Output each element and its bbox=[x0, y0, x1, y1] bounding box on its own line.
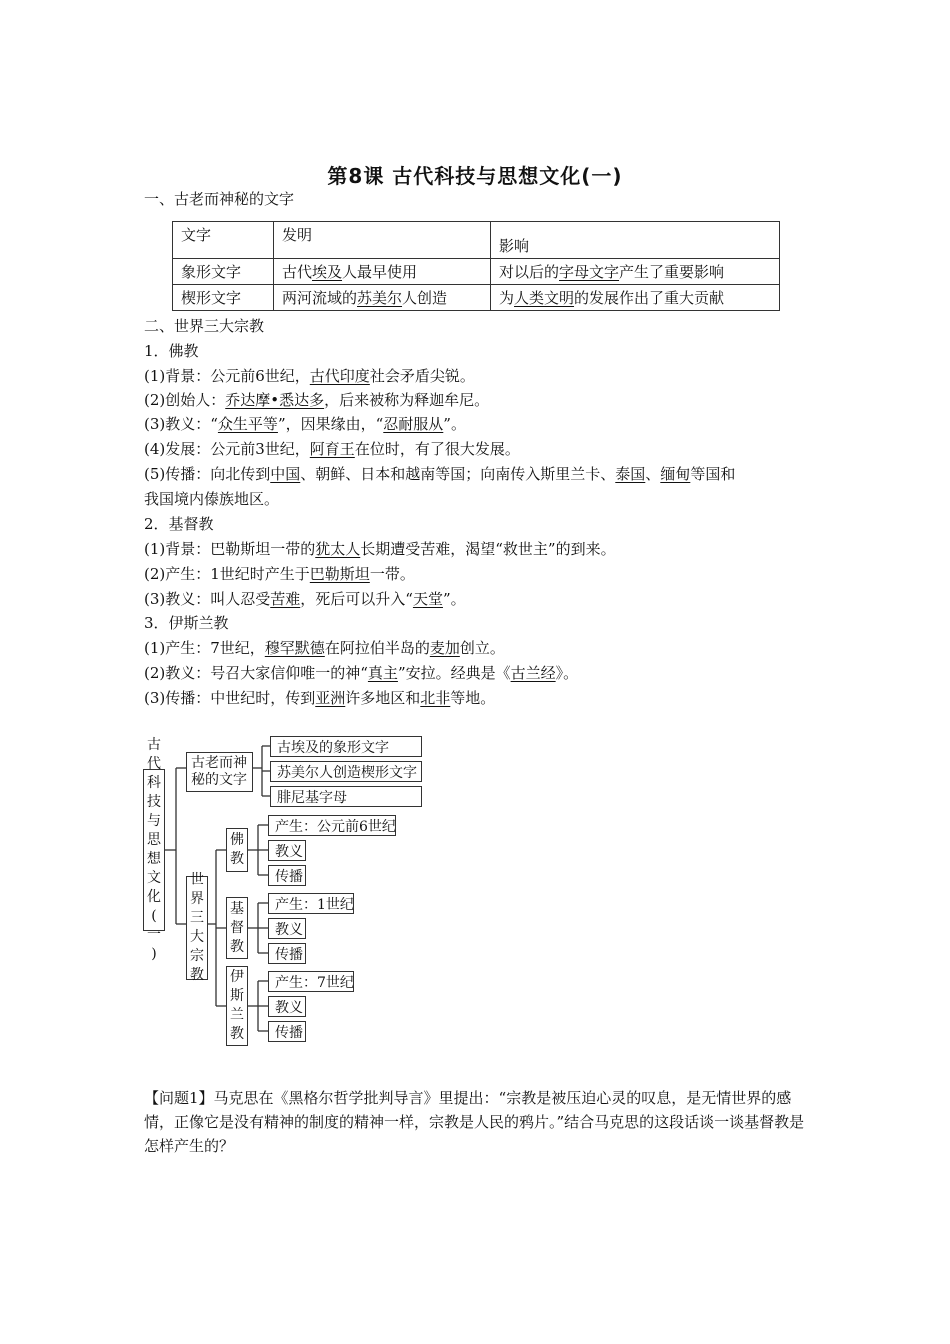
buddhism-line: (5)传播：向北传到中国、朝鲜、日本和越南等国；向南传入斯里兰卡、泰国、缅甸等国和 bbox=[144, 465, 736, 483]
mindmap-leaf: 传播 bbox=[268, 865, 306, 886]
section-heading-religions: 二、世界三大宗教 bbox=[144, 317, 265, 335]
christianity-line: (3)教义：叫人忍受苦难，死后可以升入“天堂”。 bbox=[144, 590, 466, 608]
buddhism-line: (3)教义：“众生平等”，因果缘由，“忍耐服从”。 bbox=[144, 415, 466, 433]
table-cell: 对以后的字母文字产生了重要影响 bbox=[491, 259, 780, 285]
christianity-line: (2)产生：1世纪时产生于巴勒斯坦一带。 bbox=[144, 565, 415, 583]
buddhism-line: (4)发展：公元前3世纪，阿育王在位时，有了很大发展。 bbox=[144, 440, 520, 458]
mindmap-leaf: 教义 bbox=[268, 996, 306, 1017]
table-header-cell: 文字 bbox=[173, 222, 274, 259]
mindmap-leaf: 产生：7世纪 bbox=[268, 971, 354, 992]
buddhism-line: 我国境内傣族地区。 bbox=[144, 490, 280, 508]
mindmap-node-writing: 古老而神秘的文字 bbox=[186, 752, 253, 792]
subheading-christianity: 2．基督教 bbox=[144, 515, 214, 533]
mindmap-root: 古 代 科 技 与 思 想 文 化 ( 一 ) bbox=[143, 769, 165, 931]
table-header-cell: 发明 bbox=[274, 222, 491, 259]
islam-line: (1)产生：7世纪，穆罕默德在阿拉伯半岛的麦加创立。 bbox=[144, 639, 505, 657]
mindmap-leaf: 腓尼基字母 bbox=[270, 786, 422, 807]
table-cell: 象形文字 bbox=[173, 259, 274, 285]
table-cell: 为人类文明的发展作出了重大贡献 bbox=[491, 285, 780, 311]
page-title: 第8课 古代科技与思想文化(一) bbox=[327, 164, 623, 188]
mindmap-leaf: 教义 bbox=[268, 840, 306, 861]
mindmap-leaf: 传播 bbox=[268, 943, 306, 964]
buddhism-line: (2)创始人：乔达摩•悉达多，后来被称为释迦牟尼。 bbox=[144, 391, 490, 409]
mindmap-node-buddhism: 佛 教 bbox=[226, 828, 248, 872]
mindmap-node-islam: 伊 斯 兰 教 bbox=[226, 966, 248, 1046]
buddhism-line: (1)背景：公元前6世纪，古代印度社会矛盾尖锐。 bbox=[144, 367, 475, 385]
mindmap-node-religions: 世 界 三 大 宗 教 bbox=[186, 876, 208, 980]
islam-line: (3)传播：中世纪时，传到亚洲许多地区和北非等地。 bbox=[144, 689, 496, 707]
question-1: 【问题1】马克思在《黑格尔哲学批判导言》里提出：“宗教是被压迫心灵的叹息，是无情世界的感情，正像它是没有精神的制度的精神一样，宗教是人民的鸦片。”结合马克思的这段话谈一谈基督教是怎样产生的？ bbox=[144, 1089, 805, 1155]
subheading-islam: 3．伊斯兰教 bbox=[144, 614, 229, 632]
islam-line: (2)教义：号召大家信仰唯一的神“真主”安拉。经典是《古兰经》。 bbox=[144, 664, 579, 682]
table-cell: 两河流域的苏美尔人创造 bbox=[274, 285, 491, 311]
mindmap-leaf: 教义 bbox=[268, 918, 306, 939]
mindmap-leaf: 古埃及的象形文字 bbox=[270, 736, 422, 757]
table-cell: 楔形文字 bbox=[173, 285, 274, 311]
mindmap-leaf: 产生：1世纪 bbox=[268, 893, 354, 914]
mindmap-leaf: 苏美尔人创造楔形文字 bbox=[270, 761, 422, 782]
mindmap-leaf: 产生：公元前6世纪 bbox=[268, 815, 396, 836]
table-header-cell: 影响 bbox=[491, 222, 780, 259]
table-cell: 古代埃及人最早使用 bbox=[274, 259, 491, 285]
christianity-line: (1)背景：巴勒斯坦一带的犹太人长期遭受苦难，渴望“救世主”的到来。 bbox=[144, 540, 616, 558]
mindmap-leaf: 传播 bbox=[268, 1021, 306, 1042]
mindmap-node-christianity: 基 督 教 bbox=[226, 897, 248, 959]
section-heading-writing: 一、古老而神秘的文字 bbox=[144, 190, 295, 208]
subheading-buddhism: 1．佛教 bbox=[144, 342, 199, 360]
